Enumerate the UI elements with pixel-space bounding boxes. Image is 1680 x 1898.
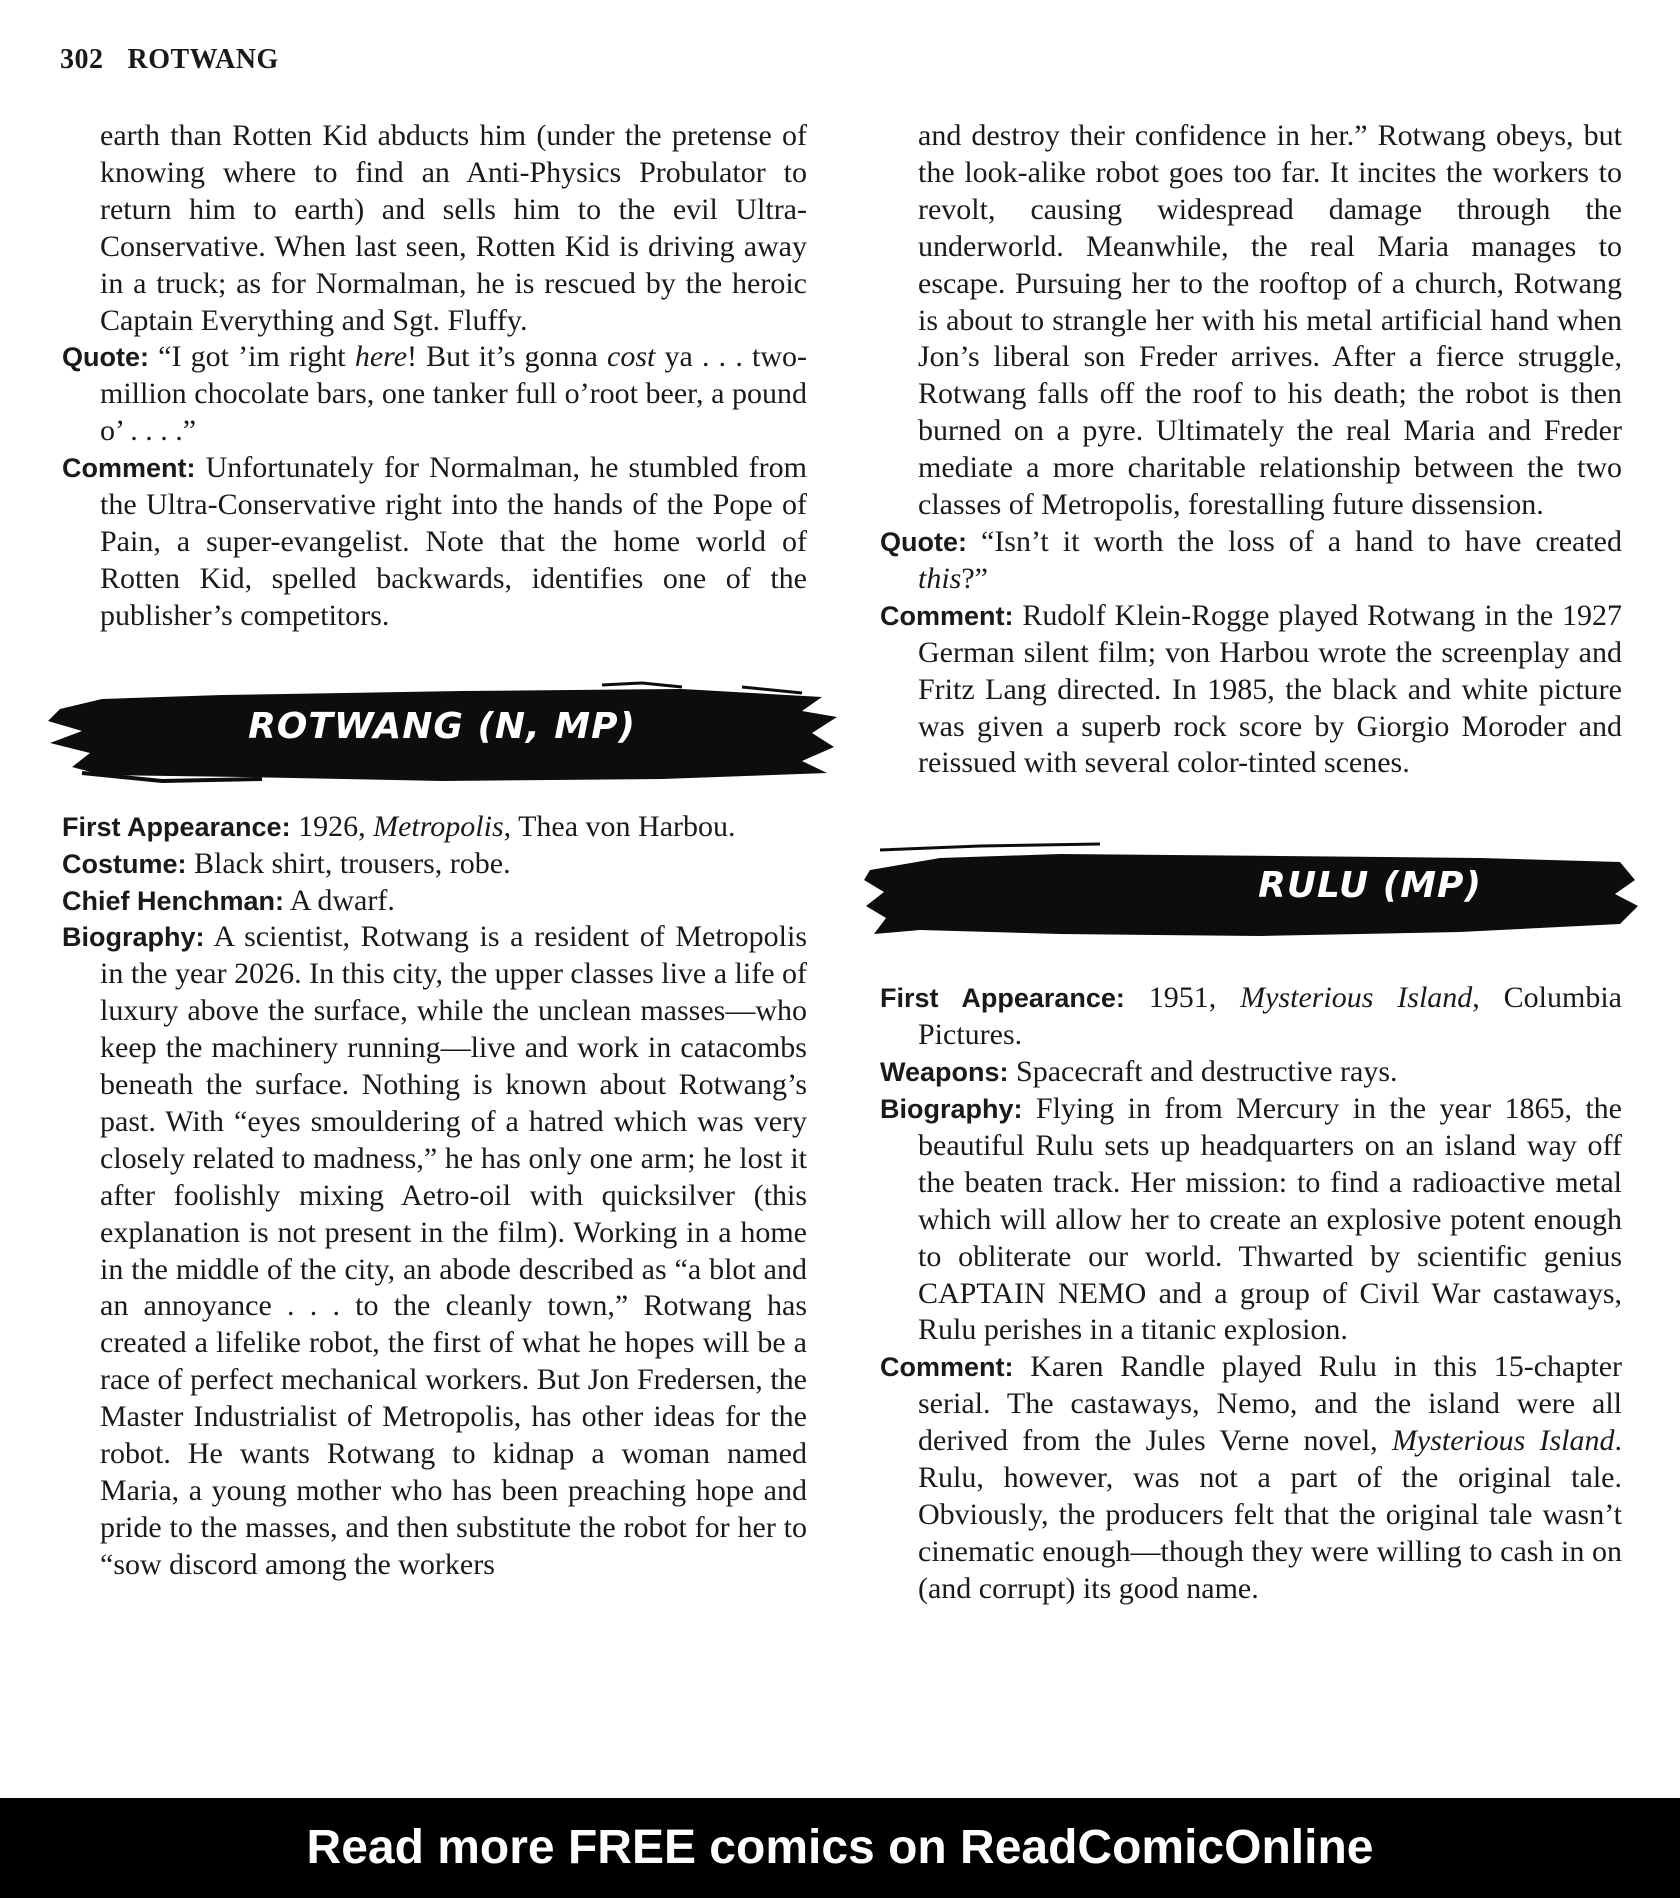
rotwang-first-appearance: First Appearance: 1926, Metropolis, Thea von Harbou.: [62, 809, 736, 843]
quote-label: Quote:: [62, 342, 149, 373]
normalman-comment: Comment: Unfortunately for Normalman, he stumbled from the Ultra-Conservative right into the hands of the Pope of Pain, a super-evangelist. Note that the home world of Rotten Kid, spelled backwards, identifies one of the publisher’s competitors.: [62, 451, 807, 632]
running-title: ROTWANG: [127, 44, 279, 75]
comment-label: Comment:: [62, 453, 196, 484]
rotwang-biography-continued: and destroy their confidence in her.” Rotwang obeys, but the look-alike robot goes too far. It incites the workers to revolt, causing widespread damage through the underworld. Meanwhile, the real Maria manages to escape. Pursuing her to the rooftop of a church, Rotwang is about to strangle her with his metal artificial hand when Jon’s liberal son Freder arrives. After a fierce struggle, Rotwang falls off the roof to his death; the robot is then burned on a pyre. Ultimately the real Maria and Freder mediate a more charitable relationship between the two classes of Metropolis, forestalling future dissension.: [918, 119, 1622, 522]
rotwang-biography: Biography: A scientist, Rotwang is a resident of Metropolis in the year 2026. In this city, the upper classes live a life of luxury above the surface, while the unclean masses—who keep the machinery running—live and work in catacombs beneath the surface. Nothing is known about Rotwang’s past. With “eyes smouldering of a hatred which was very closely related to madness,” he has only one arm; he lost it after foolishly mixing Aetro-oil with quicksilver (this explanation is not present in the film). Working in a home in the middle of the city, an abode described as “a blot and an annoyance . . . to the cleanly town,” Rotwang has created a lifelike robot, the first of what he hopes will be a race of perfect mechanical workers. But Jon Fredersen, the Master Industrialist of Metropolis, has other ideas for the robot. He wants Rotwang to kidnap a woman named Maria, a young mother who has been preaching hope and pride to the masses, and then substitute the robot for her to “sow discord among the workers: [62, 920, 808, 1581]
running-head: [60, 44, 279, 76]
normalman-continued-paragraph: earth than Rotten Kid abducts him (under the pretense of knowing where to find an Anti-Physics Probulator to return him to earth) and sells him to the evil Ultra-Conservative. When last seen, Rotten Kid is driving away in a truck; as for Normalman, he is rescued by the heroic Captain Everything and Sgt. Fluffy.: [100, 119, 807, 337]
rulu-weapons: Weapons: Spacecraft and destructive rays.: [880, 1055, 1398, 1089]
normalman-quote: Quote: “I got ’im right here! But it’s gonna cost ya . . . two-million chocolate bars, one tanker full o’root beer, a pound o’ . . . .”: [62, 340, 807, 448]
right-column: [880, 118, 1622, 1608]
rulu-heading: RULU (MP): [1258, 865, 1482, 907]
promo-footer-banner[interactable]: [0, 1798, 1680, 1898]
rotwang-entry: [62, 809, 807, 1584]
rulu-first-appearance: First Appearance: 1951, Mysterious Island, Columbia Pictures.: [880, 981, 1622, 1052]
page-number: 302: [60, 44, 104, 75]
rotwang-heading: ROTWANG (N, MP): [248, 705, 636, 747]
rotwang-quote: Quote: “Isn’t it worth the loss of a hand to have created this?”: [880, 524, 1622, 595]
rulu-biography: Biography: Flying in from Mercury in the year 1865, the beautiful Rulu sets up headquarters on an island way off the beaten track. Her mission: to find a radioactive metal which will allow her to create an explosive potent enough to obliterate our world. Thwarted by scientific genius CAPTAIN NEMO and a group of Civil War castaways, Rulu perishes in a titanic explosion.: [880, 1092, 1622, 1347]
left-column: [62, 118, 807, 1584]
rotwang-costume: Costume: Black shirt, trousers, robe.: [62, 846, 511, 880]
rotwang-heading-banner: [42, 681, 842, 791]
rulu-heading-banner: [860, 840, 1640, 950]
promo-footer-text[interactable]: Read more FREE comics on ReadComicOnline: [306, 1821, 1374, 1874]
rulu-entry: [880, 980, 1622, 1607]
rotwang-henchman: Chief Henchman: A dwarf.: [62, 883, 395, 917]
rotwang-comment: Comment: Rudolf Klein-Rogge played Rotwang in the 1927 German silent film; von Harbou wrote the screenplay and Fritz Lang directed. In 1985, the black and white picture was given a superb rock score by Giorgio Moroder and reissued with several color-tinted scenes.: [880, 598, 1622, 780]
rulu-comment: Comment: Karen Randle played Rulu in this 15-chapter serial. The castaways, Nemo, and the island were all derived from the Jules Verne novel, Mysterious Island. Rulu, however, was not a part of the original tale. Obviously, the producers felt that the original tale wasn’t cinematic enough—though they were willing to cash in on (and corrupt) its good name.: [880, 1350, 1622, 1605]
